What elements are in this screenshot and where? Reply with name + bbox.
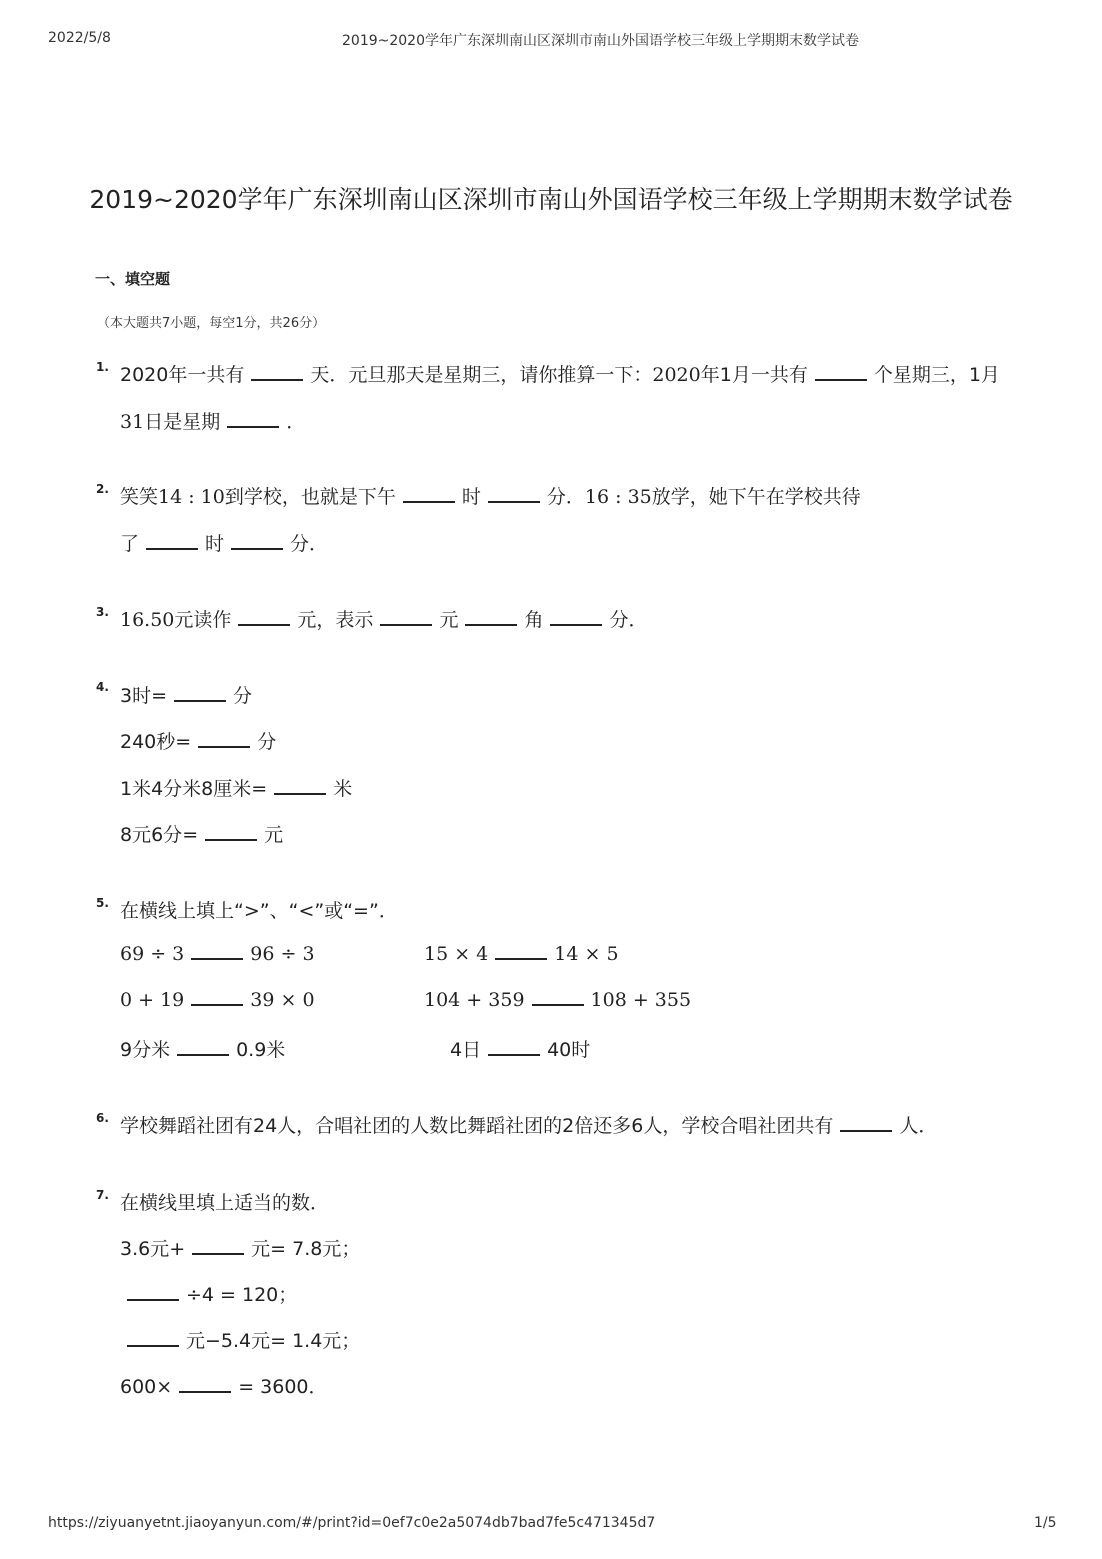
q5-expr: 39 × 0 [250,989,315,1011]
answer-blank[interactable] [495,957,547,960]
q3-text: 元 [439,609,459,631]
answer-blank[interactable] [815,378,867,381]
question-3-line-1 [120,605,647,632]
answer-blank[interactable] [840,1129,892,1132]
answer-blank[interactable] [205,838,257,841]
header-title: 2019~2020学年广东深圳南山区深圳市南山外国语学校三年级上学期期末数学试卷 [342,33,859,49]
answer-blank[interactable] [488,1053,540,1056]
q2-text: 分． [290,533,329,555]
q3-text: 分． [609,609,648,631]
question-4-line-4 [120,820,283,847]
q2-text: 了 [120,533,140,555]
question-number-6: 6. [96,1111,109,1125]
question-5-row-2-left [120,989,315,1011]
answer-blank[interactable] [465,623,517,626]
question-2-line-2 [120,529,328,556]
answer-blank[interactable] [191,1003,243,1006]
q5-expr: 14 × 5 [554,943,619,965]
q7-text: 元= 7.8元； [251,1238,361,1260]
question-7-line-2 [120,1280,297,1307]
q5-expr: 69 ÷ 3 [120,943,185,965]
q4-equals: = [175,731,192,753]
answer-blank[interactable] [488,500,540,503]
q1-number: 2020 [652,364,701,386]
question-2-line-1 [120,482,861,509]
q4-equals: = [182,824,199,846]
answer-blank[interactable] [177,1053,229,1056]
answer-blank[interactable] [532,1003,584,1006]
answer-blank[interactable] [251,378,303,381]
q5-expr: 40时 [547,1039,591,1061]
q5-expr: 9分米 [120,1039,171,1061]
answer-blank[interactable] [127,1298,179,1301]
question-1-line-1 [120,360,1000,387]
question-5-row-3-left [120,1035,285,1062]
question-4-line-3 [120,774,352,801]
q1-text: 天．元旦那天是星期三，请你推算一下： [310,364,653,386]
answer-blank[interactable] [403,500,455,503]
question-5-row-1-right [424,943,619,965]
q1-text: ． [286,411,306,433]
answer-blank[interactable] [146,547,198,550]
question-6-line-1 [120,1111,937,1138]
answer-blank[interactable] [227,425,279,428]
question-7-line-1 [120,1234,360,1261]
q4-equals: = [251,778,268,800]
q4-text: 3时 [120,685,152,707]
answer-blank[interactable] [550,623,602,626]
question-5-intro: 在横线上填上“>”、“<”或“=”． [120,900,398,922]
q2-time: 14 : 10 [158,486,225,508]
q5-expr: 0.9米 [236,1039,286,1061]
q4-equals: = [151,685,168,707]
answer-blank[interactable] [127,1344,179,1347]
question-number-4: 4. [96,680,109,694]
question-number-7: 7. [96,1188,109,1202]
question-number-2: 2. [96,482,109,496]
question-number-1: 1. [96,360,109,374]
q1-text: 个星期三，1月 [873,364,1000,386]
question-5-row-1-left [120,943,315,965]
answer-blank[interactable] [238,623,290,626]
question-7-line-4 [120,1372,328,1399]
q4-text: 元 [264,824,284,846]
q7-text: 元−5.4元= 1.4元； [186,1330,361,1352]
question-number-5: 5. [96,896,109,910]
question-4-line-2 [120,727,276,754]
q2-text: 时 [461,486,481,508]
q4-text: 240秒 [120,731,176,753]
q7-text: = 3600． [238,1376,328,1398]
q3-text: 元，表示 [297,609,374,631]
answer-blank[interactable] [192,1252,244,1255]
footer-page-number: 1/5 [1034,1515,1057,1531]
answer-blank[interactable] [179,1390,231,1393]
question-1-line-2 [120,407,305,434]
q5-expr: 104 + 359 [424,989,525,1011]
section-heading: 一、填空题 [95,270,171,288]
q2-text: 时 [205,533,225,555]
q2-text: 放学，她下午在学校共待 [651,486,861,508]
answer-blank[interactable] [231,547,283,550]
answer-blank[interactable] [274,792,326,795]
q4-text: 1米4分米8厘米 [120,778,252,800]
q7-text: 3.6元+ [120,1238,186,1260]
q1-text: 日是星期 [144,411,221,433]
q4-text: 分 [233,685,253,707]
question-7-intro: 在横线里填上适当的数． [120,1192,330,1214]
answer-blank[interactable] [380,623,432,626]
q5-expr: 96 ÷ 3 [250,943,315,965]
q5-expr: 108 + 355 [590,989,692,1011]
q5-expr: 0 + 19 [120,989,185,1011]
q4-text: 米 [333,778,353,800]
answer-blank[interactable] [174,699,226,702]
header-date: 2022/5/8 [48,30,111,46]
q3-text: 元读作 [174,609,232,631]
q1-text: 2020年一共有 [120,364,245,386]
q2-time: 16 : 35 [584,486,652,508]
q3-text: 角 [524,609,544,631]
q2-text: 笑笑 [120,486,159,508]
question-number-3: 3. [96,605,109,619]
section-note: （本大题共7小题，每空1分，共26分） [97,316,326,331]
footer-url: https://ziyuanyetnt.jiaoyanyun.com/#/print?id=0ef7c0e2a5074db7bad7fe5c471345d7 [48,1515,656,1531]
question-5-row-2-right [424,989,691,1011]
q5-expr: 4日 [450,1039,482,1061]
page-title: 2019~2020学年广东深圳南山区深圳市南山外国语学校三年级上学期期末数学试卷 [89,185,1013,214]
q1-text: 年1月一共有 [700,364,808,386]
question-5-row-3-right [450,1035,590,1062]
answer-blank[interactable] [198,745,250,748]
q6-text: 学校舞蹈社团有24人，合唱社团的人数比舞蹈社团的2倍还多6人，学校合唱社团共有 [120,1115,834,1137]
question-7-line-3 [120,1326,360,1353]
q3-number: 16.50 [120,609,175,631]
q7-text: 600× [120,1376,173,1398]
q4-text: 8元6分 [120,824,183,846]
q5-expr: 15 × 4 [424,943,489,965]
q7-text: ÷4 = 120； [186,1284,298,1306]
q2-text: 分． [546,486,585,508]
q4-text: 分 [257,731,277,753]
answer-blank[interactable] [191,957,243,960]
q2-text: 到学校，也就是下午 [224,486,396,508]
q1-number: 31 [120,411,145,433]
question-4-line-1 [120,681,252,708]
q6-text: 人． [899,1115,938,1137]
